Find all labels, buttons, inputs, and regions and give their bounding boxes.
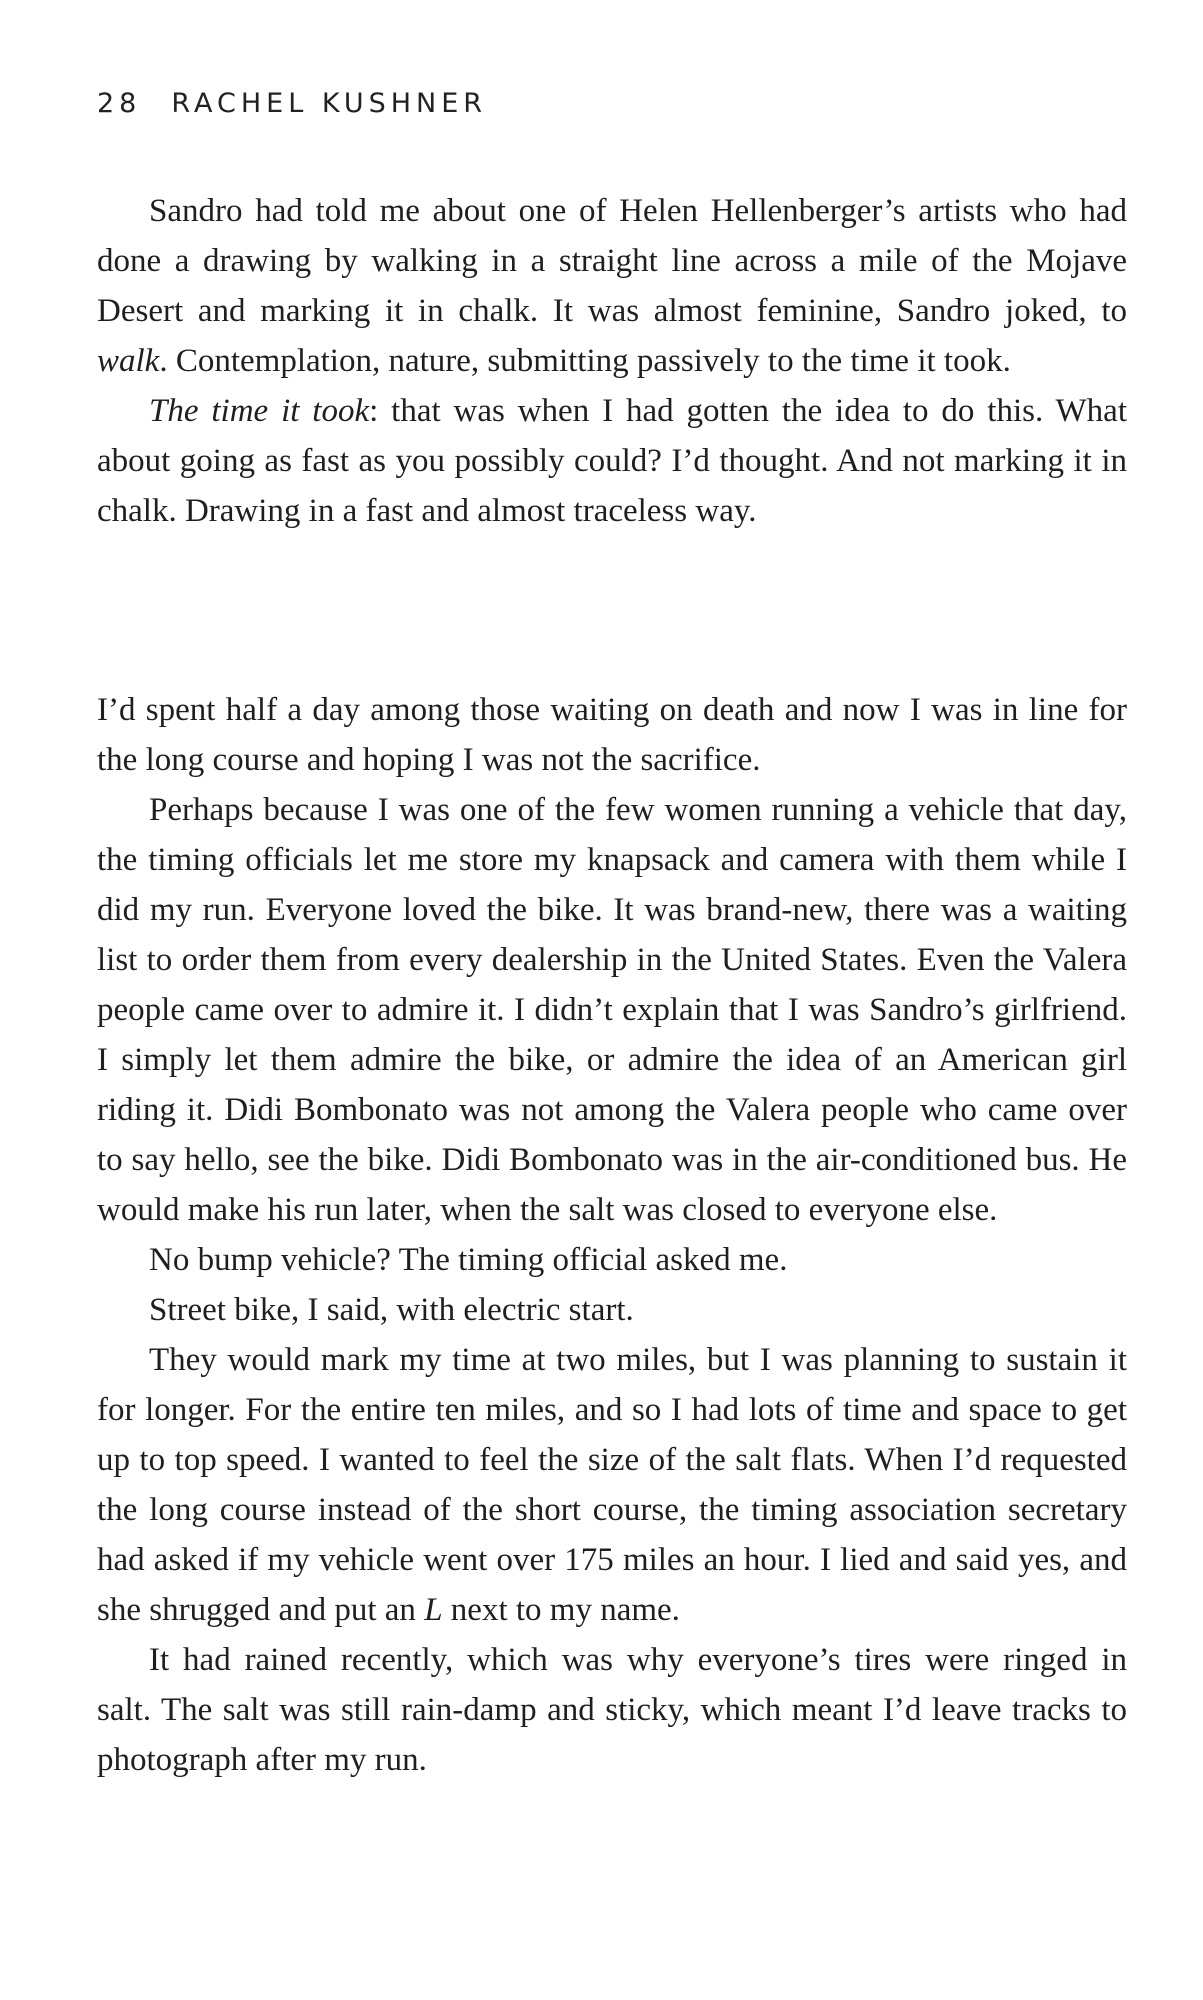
paragraph: Perhaps because I was one of the few women running a vehicle that day, the timing officials let me store my knapsack and camera with them while I did my run. Everyone loved the bike. It was brand-new, there was a waiting list to order them from every dealership in the United States. Even the Valera people came over to admire it. I didn’t explain that I was Sandro’s girlfriend. I simply let them admire the bike, or admire the idea of an American girl riding it. Didi Bombonato was not among the Valera people who came over to say hello, see the bike. Didi Bombonato was in the air-conditioned bus. He would make his run later, when the salt was closed to everyone else.: [97, 792, 1127, 1228]
paragraph-text: . Contemplation, nature, submitting passively to the time it took.: [159, 343, 1011, 379]
paragraph: [97, 1335, 1127, 1635]
paragraph: [97, 186, 1127, 386]
text-section-2: [97, 685, 1127, 1785]
paragraph: I’d spent half a day among those waiting on death and now I was in line for the long course and hoping I was not the sacrifice.: [97, 692, 1127, 778]
paragraph: No bump vehicle? The timing official asked me.: [149, 1242, 788, 1278]
paragraph: Street bike, I said, with electric start.: [149, 1292, 634, 1328]
paragraph-text: : that was when I had gotten the idea to do this. What about going as fast as you possibly could? I’d thought. And not marking it in chalk. Drawing in a fast and almost traceless way.: [97, 393, 1127, 529]
page-number: 28: [97, 88, 142, 119]
italic-text: walk: [97, 343, 160, 379]
italic-text: L: [424, 1592, 443, 1628]
paragraph: It had rained recently, which was why everyone’s tires were ringed in salt. The salt was still rain-damp and sticky, which meant I’d leave tracks to photograph after my run.: [97, 1642, 1127, 1778]
paragraph-text: next to my name.: [442, 1592, 680, 1628]
italic-text: The time it took: [149, 393, 370, 429]
paragraph-text: Sandro had told me about one of Helen Hellenberger’s artists who had done a drawing by walking in a straight line across a mile of the Mojave Desert and marking it in chalk. It was almost feminine, Sandro joked, to: [97, 193, 1127, 329]
paragraph: [97, 386, 1127, 536]
running-head-author: RACHEL KUSHNER: [171, 88, 488, 119]
text-section-1: [97, 186, 1127, 536]
paragraph-text: They would mark my time at two miles, but I was planning to sustain it for longer. For the entire ten miles, and so I had lots of time and space to get up to top speed. I wanted to feel the size of the salt flats. When I’d requested the long course instead of the short course, the timing association secretary had asked if my vehicle went over 175 miles an hour. I lied and said yes, and she shrugged and put an: [97, 1342, 1127, 1628]
running-head: [97, 88, 487, 119]
